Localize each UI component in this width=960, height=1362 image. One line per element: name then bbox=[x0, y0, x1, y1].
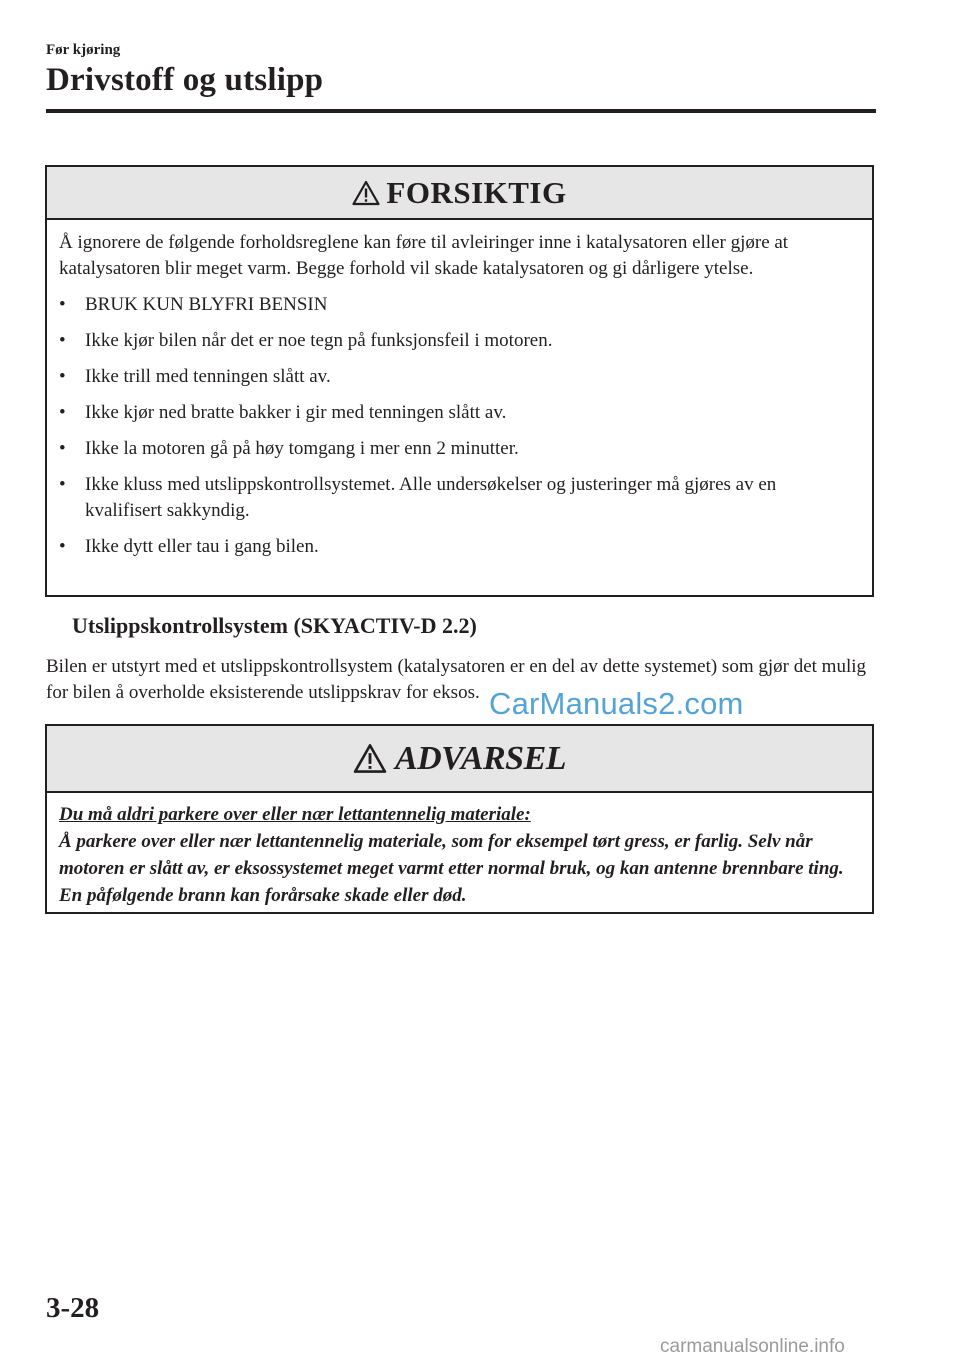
list-item-text: Ikke la motoren gå på høy tomgang i mer enn 2 minutter. bbox=[85, 438, 519, 459]
caution-list bbox=[59, 292, 858, 560]
warning-lead: Du må aldri parkere over eller nær lettantennelig materiale: bbox=[59, 804, 531, 825]
list-item bbox=[59, 364, 858, 390]
warning-header bbox=[47, 726, 872, 793]
section-heading: Utslippskontrollsystem (SKYACTIV-D 2.2) bbox=[72, 613, 477, 638]
bullet-icon: • bbox=[59, 330, 66, 351]
warning-text: Å parkere over eller nær lettantennelig materiale, som for eksempel tørt gress, er farlig. Selv når motoren er slått av, er eksossystemet meget varmt etter normal bruk, og kan antenne brennbare ting. En påfølgende brann kan forårsake skade eller død. bbox=[59, 831, 844, 906]
list-item-text: Ikke kjør bilen når det er noe tegn på funksjonsfeil i motoren. bbox=[85, 330, 553, 351]
page-title: Drivstoff og utslipp bbox=[46, 62, 324, 98]
bullet-icon: • bbox=[59, 402, 66, 423]
list-item bbox=[59, 472, 858, 524]
bullet-icon: • bbox=[59, 366, 66, 387]
list-item bbox=[59, 292, 858, 318]
list-item-text: Ikke trill med tenningen slått av. bbox=[85, 366, 331, 387]
caution-label: FORSIKTIG bbox=[386, 174, 567, 210]
section-paragraph: Bilen er utstyrt med et utslippskontrollsystem (katalysatoren er en del av dette systemet) som gjør det mulig for bilen å overholde eksisterende utslippskrav for eksos. bbox=[46, 656, 866, 703]
section-label: Før kjøring bbox=[46, 42, 121, 58]
list-item-text: Ikke dytt eller tau i gang bilen. bbox=[85, 536, 319, 557]
bullet-icon: • bbox=[59, 294, 66, 315]
title-rule bbox=[46, 109, 876, 113]
list-item bbox=[59, 534, 858, 560]
list-item-text: Ikke kjør ned bratte bakker i gir med tenningen slått av. bbox=[85, 402, 507, 423]
caution-box bbox=[45, 165, 874, 597]
list-item bbox=[59, 400, 858, 426]
bullet-icon: • bbox=[59, 438, 66, 459]
warning-body bbox=[47, 793, 872, 909]
list-item bbox=[59, 328, 858, 354]
list-item bbox=[59, 436, 858, 462]
caution-body bbox=[47, 220, 872, 560]
list-item-text: BRUK KUN BLYFRI BENSIN bbox=[85, 294, 328, 315]
warning-triangle-icon bbox=[352, 180, 380, 206]
watermark-bottom: carmanualsonline.info bbox=[660, 1336, 845, 1357]
bullet-icon: • bbox=[59, 536, 66, 557]
list-item-text: Ikke kluss med utslippskontrollsystemet. Alle undersøkelser og justeringer må gjøres av en kvalifisert sakkyndig. bbox=[85, 474, 777, 521]
page-number: 3-28 bbox=[46, 1292, 100, 1324]
caution-header bbox=[47, 167, 872, 220]
bullet-icon: • bbox=[59, 474, 66, 495]
caution-intro: Å ignorere de følgende forholdsreglene kan føre til avleiringer inne i katalysatoren eller gjøre at katalysatoren blir meget varm. Begge forhold vil skade katalysatoren og gi dårligere ytelse. bbox=[59, 232, 789, 279]
warning-label: ADVARSEL bbox=[394, 739, 567, 777]
warning-box bbox=[45, 724, 874, 914]
warning-triangle-icon bbox=[353, 743, 387, 774]
watermark-mid: CarManuals2.com bbox=[489, 686, 744, 721]
